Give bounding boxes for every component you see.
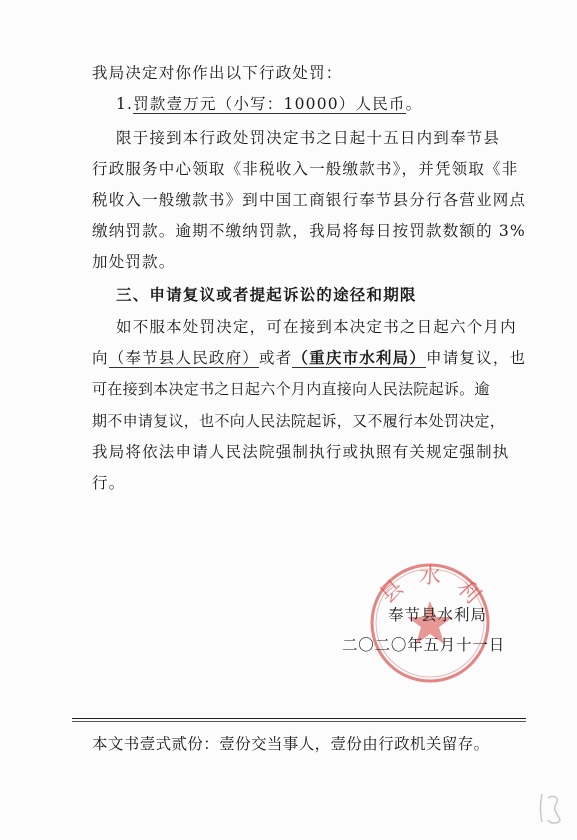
- review-authority-bureau: （重庆市水利局）: [292, 348, 427, 367]
- penalty-item-number: 1.: [116, 95, 134, 113]
- footer-note: 本文书壹式贰份：壹份交当事人，壹份由行政机关留存。: [92, 735, 490, 753]
- appeal-line-2-prefix: 向: [92, 349, 109, 367]
- footer-divider: [72, 718, 526, 719]
- intro-text: 我局决定对你作出以下行政处罚：: [92, 64, 343, 82]
- page-mark-scribble: [536, 788, 566, 828]
- seal-arc-text: 县 水 利: [375, 563, 488, 612]
- appeal-line-2: [92, 347, 526, 369]
- signature-date: 二〇二〇年五月十一日: [342, 636, 506, 654]
- payment-line-4: 缴纳罚款。逾期不缴纳罚款，我局将每日按罚款数额的 3%: [92, 222, 526, 240]
- appeal-line-5: 我局将依法申请人民法院强制执行或执照有关规定强制执: [92, 443, 510, 461]
- signature-organization: 奉节县水利局: [388, 606, 488, 624]
- appeal-line-1: 如不服本处罚决定，可在接到本决定书之日起六个月内: [116, 318, 517, 336]
- payment-line-1: 限于接到本行政处罚决定书之日起十五日内到奉节县: [116, 129, 501, 147]
- payment-line-5: 加处罚款。: [92, 253, 176, 271]
- appeal-line-6: 行。: [92, 474, 126, 492]
- appeal-line-3: 可在接到本决定书之日起六个月内直接向人民法院起诉。逾: [92, 380, 490, 398]
- appeal-line-2-mid: 或者: [259, 349, 293, 367]
- appeal-line-4: 期不申请复议，也不向人民法院起诉，又不履行本处罚决定，: [92, 412, 506, 430]
- payment-line-2: 行政服务中心领取《非税收入一般缴款书》，并凭领取《非: [92, 160, 519, 178]
- penalty-amount-text: 罚款壹万元（小写：10000）人民币: [133, 95, 406, 113]
- appeal-line-2-suffix: 申请复议，也: [426, 349, 527, 367]
- penalty-item-end: 。: [405, 95, 423, 113]
- review-authority-gov: （奉节县人民政府）: [108, 349, 260, 367]
- penalty-item: [116, 93, 422, 115]
- section-3-heading: 三、申请复议或者提起诉讼的途径和期限: [116, 285, 417, 304]
- payment-line-3: 税收入一般缴款书》到中国工商银行奉节县分行各营业网点: [92, 191, 527, 209]
- footer-divider-thin: [72, 721, 526, 722]
